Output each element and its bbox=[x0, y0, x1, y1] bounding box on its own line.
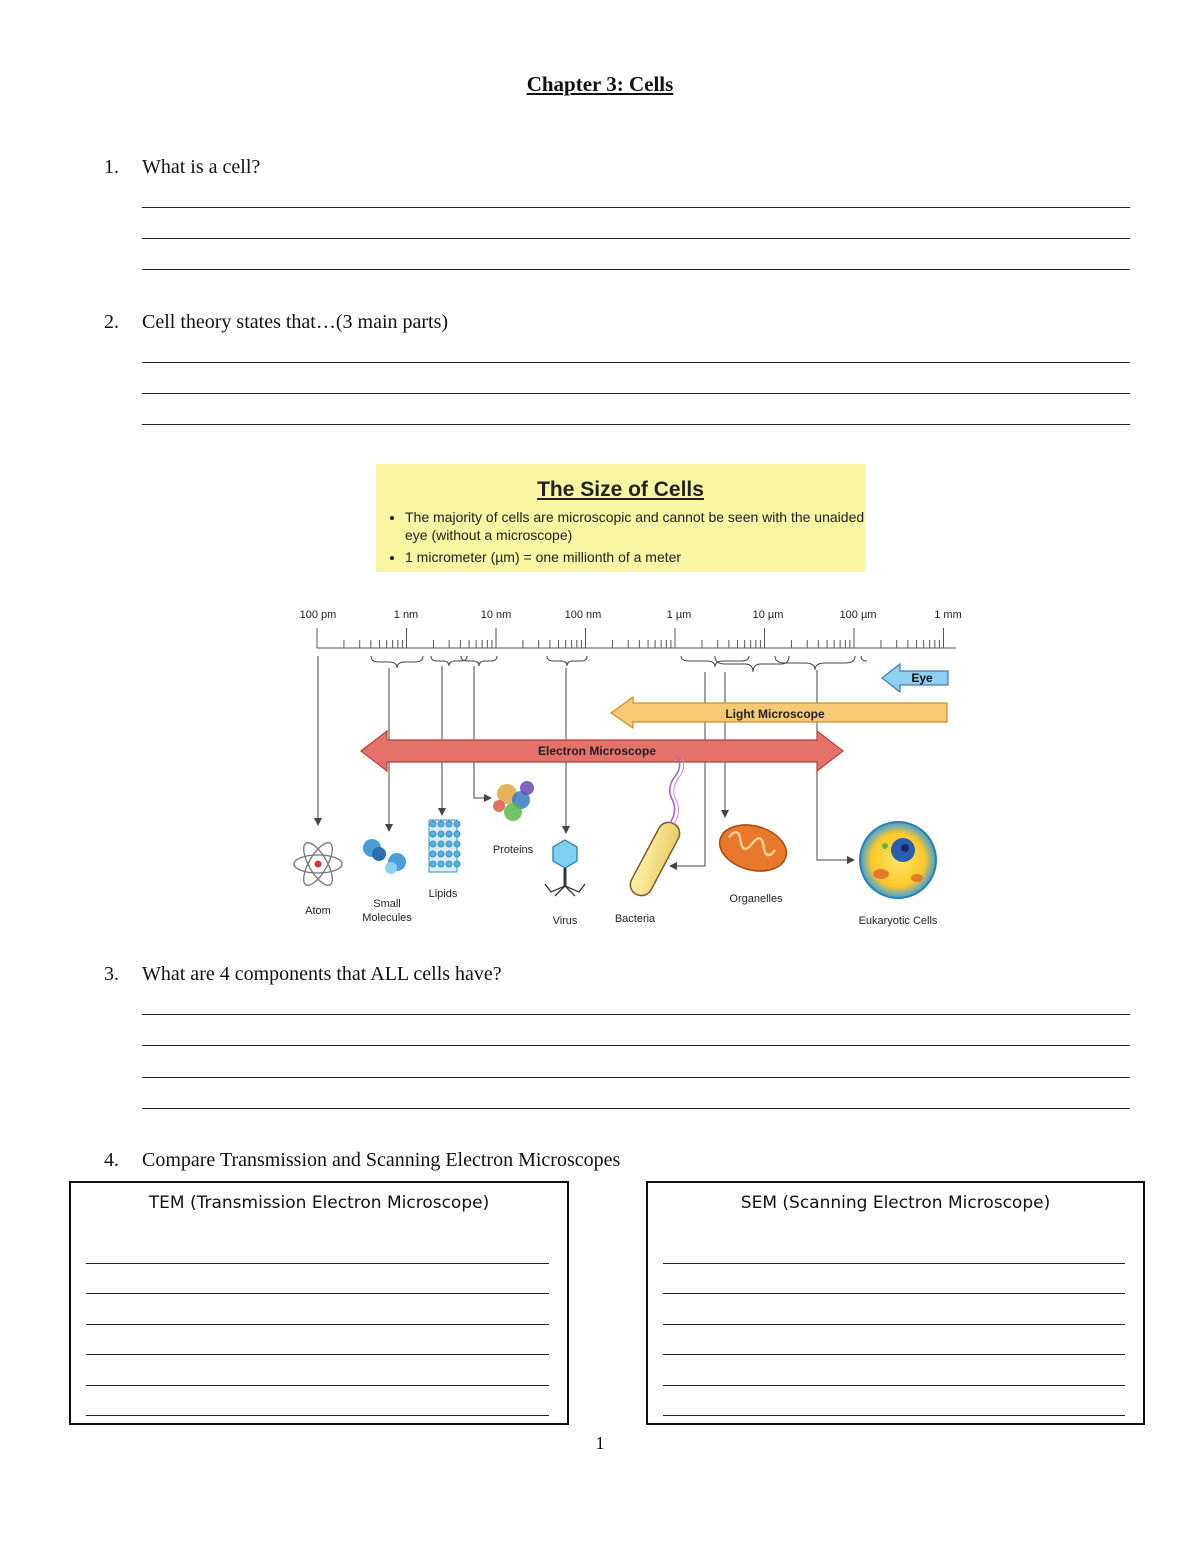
answer-line[interactable] bbox=[663, 1293, 1125, 1294]
sem-title: SEM (Scanning Electron Microscope) bbox=[740, 1193, 1051, 1213]
proteins-label: Proteins bbox=[492, 844, 534, 856]
small-molecules-label: Molecules bbox=[362, 912, 412, 924]
small-molecules-icon bbox=[363, 839, 406, 874]
answer-line[interactable] bbox=[142, 238, 1130, 239]
proteins-icon bbox=[493, 781, 534, 821]
atom-label: Atom bbox=[305, 905, 331, 917]
question-number: 2. bbox=[104, 311, 119, 333]
eukaryotic-cells-label: Eukaryotic Cells bbox=[858, 915, 938, 927]
sem-box bbox=[646, 1181, 1145, 1425]
question-number: 3. bbox=[104, 963, 119, 985]
question-text: Cell theory states that…(3 main parts) bbox=[142, 311, 449, 333]
answer-line[interactable] bbox=[142, 1045, 1130, 1046]
light-microscope-arrow bbox=[611, 697, 947, 728]
answer-line[interactable] bbox=[86, 1293, 549, 1294]
figure-bullet: • The majority of cells are microscopic and cannot be seen with the unaided eye (without a microscope) bbox=[405, 508, 865, 544]
electron-microscope-arrow bbox=[361, 731, 843, 771]
scale-labels bbox=[300, 609, 962, 621]
lipids-icon bbox=[429, 820, 460, 872]
question-3 bbox=[104, 963, 502, 986]
answer-line[interactable] bbox=[663, 1415, 1125, 1416]
scale-label: 1 mm bbox=[934, 609, 962, 621]
organelles-label: Organelles bbox=[729, 893, 783, 905]
answer-line[interactable] bbox=[142, 393, 1130, 394]
question-text: Compare Transmission and Scanning Electron Microscopes bbox=[142, 1149, 621, 1171]
answer-line[interactable] bbox=[86, 1324, 549, 1325]
light-microscope-label: Light Microscope bbox=[725, 707, 825, 721]
tem-box bbox=[69, 1181, 569, 1425]
answer-line[interactable] bbox=[663, 1324, 1125, 1325]
answer-line[interactable] bbox=[86, 1415, 549, 1416]
answer-line[interactable] bbox=[663, 1263, 1125, 1264]
size-of-cells-callout bbox=[376, 464, 865, 572]
eukaryotic-cell-icon bbox=[860, 822, 936, 898]
scale-label: 1 nm bbox=[393, 609, 419, 621]
answer-line[interactable] bbox=[86, 1385, 549, 1386]
scale-label: 10 µm bbox=[752, 609, 784, 621]
lipids-label: Lipids bbox=[428, 888, 458, 900]
virus-label: Virus bbox=[552, 915, 578, 927]
tem-title: TEM (Transmission Electron Microscope) bbox=[148, 1193, 490, 1213]
virus-icon bbox=[545, 840, 585, 896]
answer-line[interactable] bbox=[142, 1014, 1130, 1015]
scale-label: 100 nm bbox=[564, 609, 602, 621]
bacteria-icon bbox=[627, 757, 684, 899]
electron-microscope-label: Electron Microscope bbox=[537, 744, 657, 758]
page-title: Chapter 3: Cells bbox=[526, 72, 674, 96]
bacteria-label: Bacteria bbox=[614, 913, 656, 925]
question-text: What is a cell? bbox=[142, 156, 261, 178]
scale-label: 1 µm bbox=[666, 609, 692, 621]
scale-label: 100 pm bbox=[299, 609, 337, 621]
answer-line[interactable] bbox=[142, 1077, 1130, 1078]
scale-label: 10 nm bbox=[480, 609, 512, 621]
figure-heading: The Size of Cells bbox=[537, 478, 704, 501]
answer-line[interactable] bbox=[663, 1385, 1125, 1386]
figure-bullet: • 1 micrometer (µm) = one millionth of a meter bbox=[405, 548, 865, 566]
answer-line[interactable] bbox=[86, 1354, 549, 1355]
answer-line[interactable] bbox=[142, 1108, 1130, 1109]
answer-line[interactable] bbox=[142, 362, 1130, 363]
eye-label: Eye bbox=[911, 671, 933, 685]
eye-arrow bbox=[882, 664, 948, 692]
atom-icon bbox=[294, 839, 342, 890]
answer-line[interactable] bbox=[142, 207, 1130, 208]
question-1 bbox=[104, 156, 260, 179]
question-number: 1. bbox=[104, 156, 119, 178]
scale-ruler bbox=[317, 628, 956, 648]
figure-bullets bbox=[376, 508, 865, 566]
scale-label: 100 µm bbox=[839, 609, 877, 621]
question-number: 4. bbox=[104, 1149, 119, 1171]
question-2 bbox=[104, 311, 448, 334]
question-4 bbox=[104, 1149, 620, 1172]
answer-line[interactable] bbox=[86, 1263, 549, 1264]
page-number: 1 bbox=[595, 1433, 605, 1453]
small-molecules-label: Small bbox=[373, 898, 401, 910]
answer-line[interactable] bbox=[142, 269, 1130, 270]
question-text: What are 4 components that ALL cells have? bbox=[142, 963, 502, 985]
size-scale-figure bbox=[285, 598, 980, 938]
organelles-icon bbox=[714, 818, 791, 878]
answer-line[interactable] bbox=[142, 424, 1130, 425]
answer-line[interactable] bbox=[663, 1354, 1125, 1355]
